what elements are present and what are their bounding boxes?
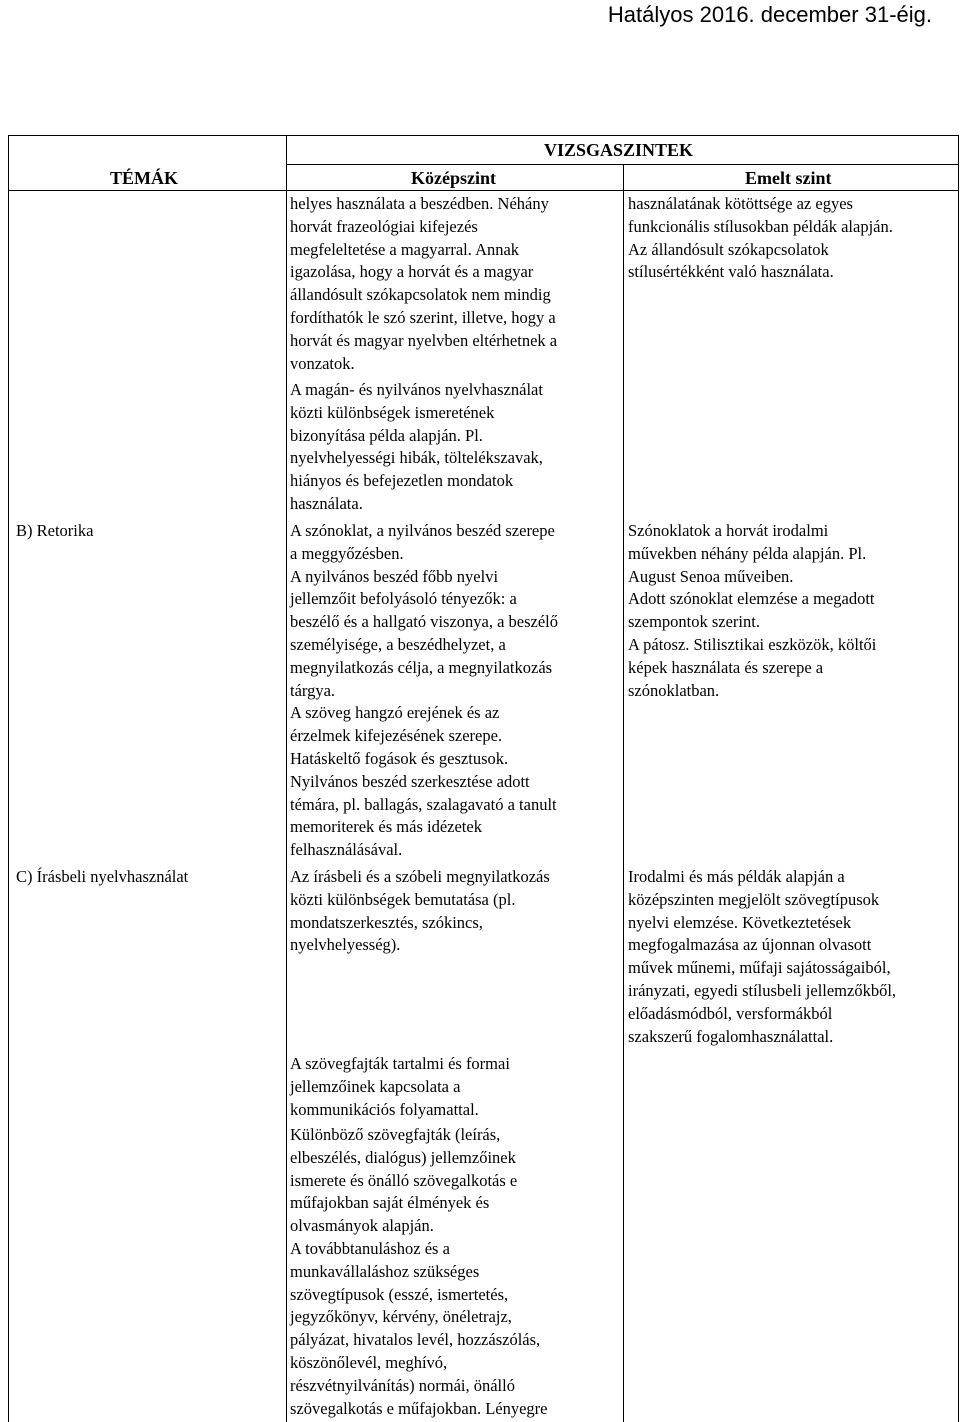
cell-text-line: stílusértékként való használata. [628, 262, 834, 282]
cell-text-line: A szöveg hangzó erejének és az [290, 703, 500, 723]
cell-text-line: A továbbtanuláshoz és a [290, 1239, 450, 1258]
cell-text-line: szakszerű fogalomhasználattal. [628, 1026, 834, 1046]
cell-text-line: memoriterek és más idézetek [290, 817, 482, 837]
cell-text-line: vonzatok. [290, 353, 355, 373]
cell-text-line: mondatszerkesztés, szókincs, [290, 912, 483, 932]
cell-text-line: Nyilvános beszéd szerkesztése adott [290, 771, 530, 791]
cell-text-line: bizonyítása példa alapján. Pl. [290, 425, 483, 445]
cell-text-line: jellemzőinek kapcsolata a [290, 1076, 461, 1096]
cell-text-line: személyisége, a beszédhelyzet, a [290, 635, 506, 654]
cell-text-line: horvát frazeológiai kifejezés [290, 216, 478, 236]
cell-text-line: művekben néhány példa alapján. Pl. [628, 543, 867, 563]
cell-text-line: pályázat, hivatalos levél, hozzászólás, [290, 1330, 541, 1350]
theme-irasbeli-nyelvhasznalat: C) Írásbeli nyelvhasználat [16, 867, 189, 886]
mid-level-header: Középszint [411, 168, 496, 188]
cell-text-line: Adott szónoklat elemzése a megadott [628, 589, 875, 609]
validity-header: Hatályos 2016. december 31-éig. [607, 2, 932, 27]
cell-text-line: művek műnemi, műfaji sajátosságaiból, [628, 958, 891, 978]
cell-text-line: előadásmódból, versformákból [628, 1003, 833, 1023]
cell-text-line: Az írásbeli és a szóbeli megnyilatkozás [290, 867, 550, 886]
cell-text-line: A szónoklat, a nyilvános beszéd szerepe [290, 521, 555, 540]
header-divider-bottom [8, 190, 959, 191]
table-border-top [8, 135, 959, 136]
cell-text-line: olvasmányok alapján. [290, 1216, 434, 1236]
table-border-right [958, 135, 959, 1422]
cell-text-line: részvétnyilvánítás) normái, önálló [290, 1375, 515, 1395]
cell-text-line: felhasználásával. [290, 840, 403, 860]
cell-text-line: jellemzőit befolyásoló tényezők: a [290, 589, 517, 609]
table-border-left [8, 135, 9, 1422]
cell-text-line: témára, pl. ballagás, szalagavató a tanult [290, 794, 557, 814]
cell-text-line: Hatáskeltő fogások és gesztusok. [290, 749, 509, 768]
cell-text-line: Az állandósult szókapcsolatok [628, 239, 829, 259]
cell-text-line: hiányos és befejezetlen mondatok [290, 471, 514, 491]
cell-text-line: A pátosz. Stilisztikai eszközök, költői [628, 635, 877, 654]
cell-text-line: nyelvhelyesség). [290, 935, 401, 955]
cell-text-line: érzelmek kifejezésének szerepe. [290, 726, 503, 746]
cell-text-line: szempontok szerint. [628, 612, 760, 632]
cell-text-line: középszinten megjelölt szövegtípusok [628, 889, 880, 909]
theme-retorika: B) Retorika [16, 521, 94, 540]
cell-text-line: jegyzőkönyv, kérvény, önéletrajz, [290, 1307, 512, 1327]
cell-text-line: állandósult szókapcsolatok nem mindig [290, 285, 551, 305]
cell-text-line: megnyilatkozás célja, a megnyilatkozás [290, 657, 553, 677]
cell-text-line: szövegalkotás e műfajokban. Lényegre [290, 1398, 548, 1418]
cell-text-line: megfeleltetése a magyarral. Annak [290, 239, 520, 259]
cell-text-line: fordíthatók le szó szerint, illetve, hogy a [290, 308, 556, 327]
column-divider-levels [623, 164, 624, 1422]
cell-text-line: ismerete és önálló szövegalkotás e [290, 1170, 518, 1190]
cell-text-line: használatának kötöttsége az egyes [628, 194, 853, 213]
cell-text-line: a meggyőzésben. [290, 543, 404, 563]
header-divider-levels [286, 164, 959, 165]
cell-text-line: irányzati, egyedi stílusbeli jellemzőkből, [628, 981, 897, 1000]
cell-text-line: A szövegfajták tartalmi és formai [290, 1054, 510, 1073]
cell-text-line: nyelvhelyességi hibák, töltelékszavak, [290, 448, 543, 468]
themes-header: TÉMÁK [110, 168, 179, 188]
cell-text-line: szövegtípusok (esszé, ismertetés, [290, 1284, 509, 1304]
cell-text-line: szónoklatban. [628, 680, 720, 700]
cell-text-line: funkcionális stílusokban példák alapján. [628, 216, 893, 236]
cell-text-line: köszönőlevél, meghívó, [290, 1353, 448, 1372]
cell-text-line: nyelvi elemzése. Következtetések [628, 912, 852, 932]
cell-text-line: munkavállaláshoz szükséges [290, 1261, 480, 1281]
cell-text-line: August Senoa műveiben. [628, 566, 794, 586]
cell-text-line: Irodalmi és más példák alapján a [628, 867, 845, 886]
cell-text-line: megfogalmazása az újonnan olvasott [628, 935, 872, 955]
cell-text-line: Különböző szövegfajták (leírás, [290, 1125, 501, 1144]
cell-text-line: tárgya. [290, 680, 336, 700]
cell-text-line: Szónoklatok a horvát irodalmi [628, 521, 829, 540]
cell-text-line: horvát és magyar nyelvben eltérhetnek a [290, 330, 558, 350]
column-divider-themes [286, 135, 287, 1422]
cell-text-line: használata. [290, 494, 363, 513]
cell-text-line: A nyilvános beszéd főbb nyelvi [290, 566, 499, 586]
cell-text-line: közti különbségek ismeretének [290, 402, 495, 422]
cell-text-line: helyes használata a beszédben. Néhány [290, 194, 549, 213]
advanced-level-header: Emelt szint [745, 168, 832, 188]
cell-text-line: képek használata és szerepe a [628, 657, 824, 677]
cell-text-line: műfajokban saját élmények és [290, 1193, 490, 1213]
cell-text-line: kommunikációs folyamattal. [290, 1099, 479, 1119]
cell-text-line: elbeszélés, dialógus) jellemzőinek [290, 1147, 516, 1167]
cell-text-line: igazolása, hogy a horvát és a magyar [290, 262, 534, 282]
exam-levels-header: VIZSGASZINTEK [544, 140, 694, 160]
cell-text-line: közti különbségek bemutatása (pl. [290, 889, 516, 909]
cell-text-line: beszélő és a hallgató viszonya, a beszélő [290, 612, 559, 632]
cell-text-line: A magán- és nyilvános nyelvhasználat [290, 380, 543, 399]
